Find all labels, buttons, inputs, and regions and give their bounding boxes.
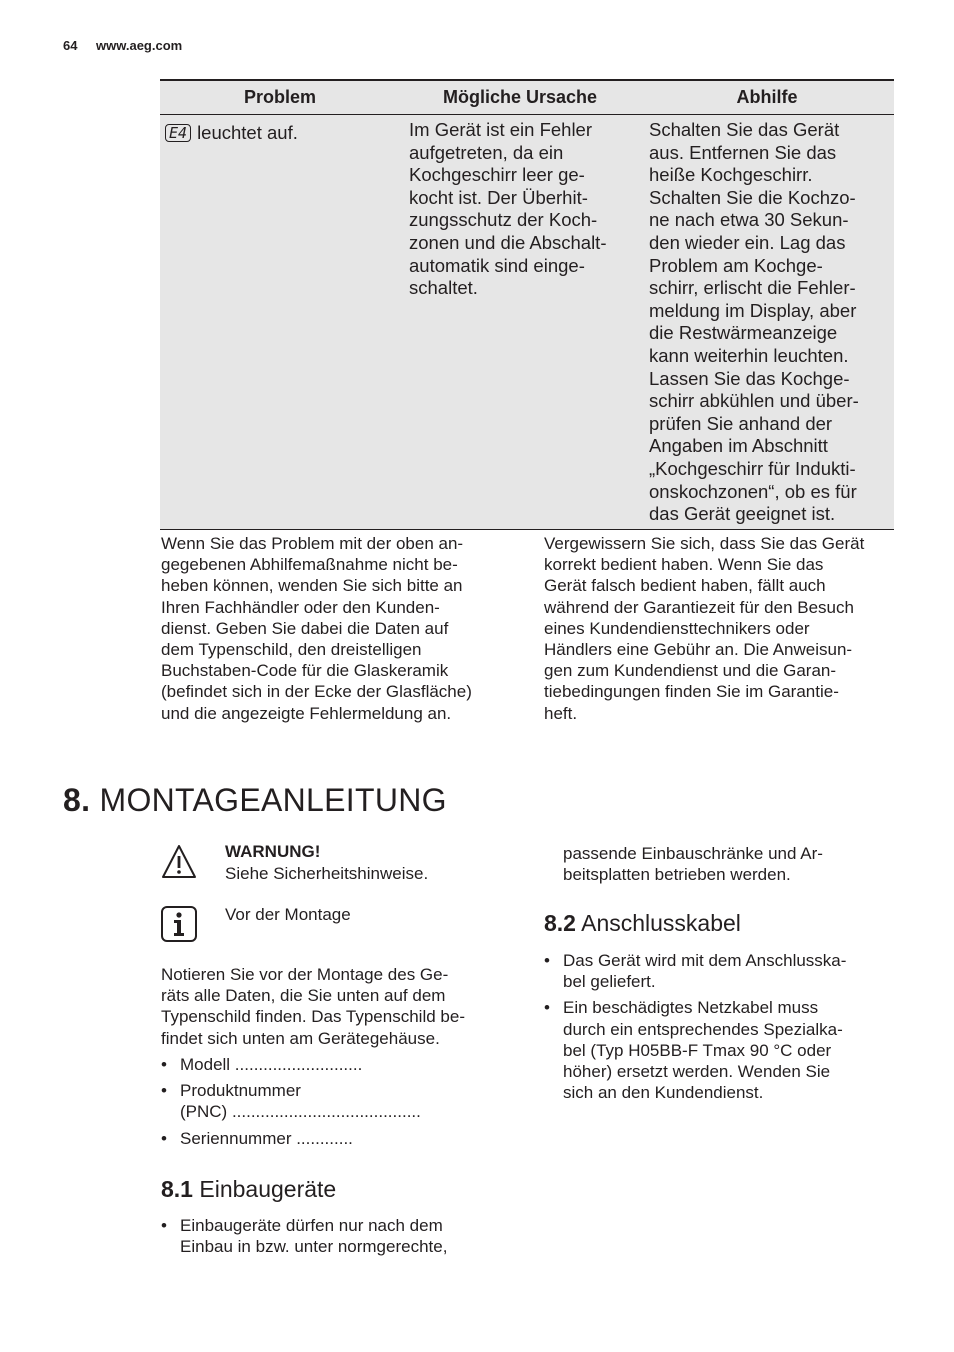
warning-title: WARNUNG! — [225, 842, 321, 861]
text-line: Im Gerät ist ein Fehler — [409, 119, 593, 140]
text-line: • Produktnummer — [180, 1081, 301, 1101]
text-line: eines Kundendiensttechnikers oder — [544, 618, 810, 638]
text-line: aus. Entfernen Sie das — [649, 141, 837, 163]
text-line: (befindet sich in der Ecke der Glasfläche) — [161, 682, 472, 702]
text-line: während der Garantiezeit für den Besuch — [544, 597, 854, 617]
text-line: passende Einbauschränke und Ar- — [563, 844, 823, 863]
text-line: korrekt bedient haben. Wenn Sie das — [544, 555, 824, 575]
text-line: Gerät falsch bedient haben, fällt auch — [544, 576, 826, 596]
section-heading-montage — [63, 782, 447, 819]
type-plate-list — [161, 1054, 521, 1154]
info-icon — [160, 905, 198, 943]
text-line: tiebedingungen finden Sie im Garantie- — [544, 682, 839, 702]
text-line: ne nach etwa 30 Sekun- — [649, 209, 849, 231]
text-line: • Einbaugeräte dürfen nur nach dem — [180, 1216, 443, 1235]
contact-paragraph — [161, 533, 521, 724]
text-line: kocht ist. Der Überhit- — [409, 186, 588, 208]
text-line: onskochzonen“, ob es für — [649, 480, 857, 502]
list-item — [544, 997, 894, 1103]
problem-text: leuchtet auf. — [197, 122, 298, 143]
cause-cell — [409, 119, 641, 300]
text-line: Notieren Sie vor der Montage des Ge- — [161, 965, 449, 984]
text-line: Kochgeschirr leer ge- — [409, 164, 585, 186]
page-number: 64 — [63, 38, 78, 53]
notes-paragraph — [161, 964, 516, 1049]
subsection-heading-anschlusskabel — [544, 910, 741, 937]
text-line: sich an den Kundendienst. — [563, 1083, 764, 1103]
text-line: • Das Gerät wird mit dem Anschlusska- — [563, 951, 847, 970]
table-header-remedy: Abhilfe — [736, 87, 798, 107]
text-line: Schalten Sie die Kochzo- — [649, 186, 856, 208]
text-line: Vergewissern Sie sich, dass Sie das Gerät — [544, 534, 865, 553]
text-line: Lassen Sie das Kochge- — [649, 367, 850, 389]
text-line: zungsschutz der Koch- — [409, 209, 598, 231]
text-line: die Restwärmeanzeige — [649, 322, 838, 344]
text-line: beitsplatten betrieben werden. — [563, 865, 791, 885]
text-line: „Kochgeschirr für Indukti- — [649, 457, 856, 479]
section-number: 8. — [63, 782, 91, 818]
text-line: und die angezeigte Fehlermeldung an. — [161, 703, 452, 723]
cable-list — [544, 950, 894, 1108]
text-line: aufgetreten, da ein — [409, 141, 564, 163]
text-line: heft. — [544, 703, 578, 723]
header-url: www.aeg.com — [96, 38, 183, 53]
list-item — [161, 1054, 521, 1075]
list-item — [161, 1128, 521, 1149]
text-line: bel (Typ H05BB-F Tmax 90 °C oder — [563, 1040, 832, 1060]
text-line: • Modell ........................... — [180, 1055, 363, 1074]
text-line: Schalten Sie das Gerät — [649, 119, 840, 140]
troubleshooting-table — [160, 79, 894, 530]
text-line: Angaben im Abschnitt — [649, 435, 828, 457]
warranty-paragraph — [544, 533, 900, 724]
warning-triangle-icon — [160, 843, 198, 881]
subsection-title: Einbaugeräte — [199, 1176, 337, 1202]
text-line: gegebenen Abhilfemaßnahme nicht be- — [161, 555, 458, 575]
text-line: dem Typenschild, den dreistelligen — [161, 640, 422, 660]
problem-cell — [165, 122, 298, 145]
text-line: schirr, erlischt die Fehler- — [649, 277, 856, 299]
warning-text: Siehe Sicherheitshinweise. — [225, 864, 429, 883]
text-line: höher) ersetzt werden. Wenden Sie — [563, 1062, 831, 1082]
continuation-paragraph — [563, 843, 893, 885]
text-line: prüfen Sie anhand der — [649, 412, 833, 434]
text-line: durch ein entsprechendes Spezialka- — [563, 1019, 843, 1039]
text-line: gen zum Kundendienst und die Garan- — [544, 661, 837, 681]
text-line: Einbau in bzw. unter normgerechte, — [180, 1237, 448, 1257]
text-line: schaltet. — [409, 277, 478, 299]
text-line: Händlers eine Gebühr an. Die Anweisun- — [544, 640, 853, 660]
text-line: Wenn Sie das Problem mit der oben an- — [161, 534, 464, 553]
text-line: (PNC) ........................................ — [180, 1102, 421, 1122]
table-header-cause: Mögliche Ursache — [442, 87, 598, 107]
section-title: MONTAGEANLEITUNG — [99, 782, 447, 818]
list-item — [161, 1080, 521, 1122]
info-text: Vor der Montage — [225, 905, 351, 924]
remedy-cell — [649, 119, 889, 526]
text-line: Problem am Kochge- — [649, 254, 823, 276]
list-item — [544, 950, 894, 992]
subsection-number: 8.2 — [544, 910, 576, 936]
einbau-list — [161, 1215, 521, 1262]
text-line: meldung im Display, aber — [649, 299, 857, 321]
text-line: heben können, wenden Sie sich bitte an — [161, 576, 463, 596]
subsection-heading-einbaugeraete — [161, 1176, 336, 1203]
text-line: schirr abkühlen und über- — [649, 390, 859, 412]
text-line: • Ein beschädigtes Netzkabel muss — [563, 998, 819, 1018]
text-line: das Gerät geeignet ist. — [649, 503, 836, 525]
table-header-row — [160, 79, 894, 115]
text-line: kann weiterhin leuchten. — [649, 344, 849, 366]
text-line: findet sich unten am Gerätegehäuse. — [161, 1028, 440, 1048]
table-row — [160, 115, 894, 530]
subsection-title: Anschlusskabel — [581, 910, 741, 936]
text-line: • Seriennummer ............ — [180, 1128, 353, 1148]
table-header-problem: Problem — [243, 87, 317, 107]
display-code-badge: E4 — [165, 124, 191, 142]
text-line: heiße Kochgeschirr. — [649, 164, 813, 186]
text-line: automatik sind einge- — [409, 254, 585, 276]
text-line: Typenschild finden. Das Typenschild be- — [161, 1007, 465, 1027]
text-line: dienst. Geben Sie dabei die Daten auf — [161, 618, 449, 638]
text-line: Buchstaben-Code für die Glaskeramik — [161, 661, 449, 681]
list-item — [161, 1215, 521, 1257]
subsection-number: 8.1 — [161, 1176, 193, 1202]
text-line: räts alle Daten, die Sie unten auf dem — [161, 986, 446, 1006]
text-line: bel geliefert. — [563, 972, 656, 992]
text-line: Ihren Fachhändler oder den Kunden- — [161, 597, 440, 617]
text-line: den wieder ein. Lag das — [649, 231, 846, 253]
text-line: zonen und die Abschalt- — [409, 231, 607, 253]
